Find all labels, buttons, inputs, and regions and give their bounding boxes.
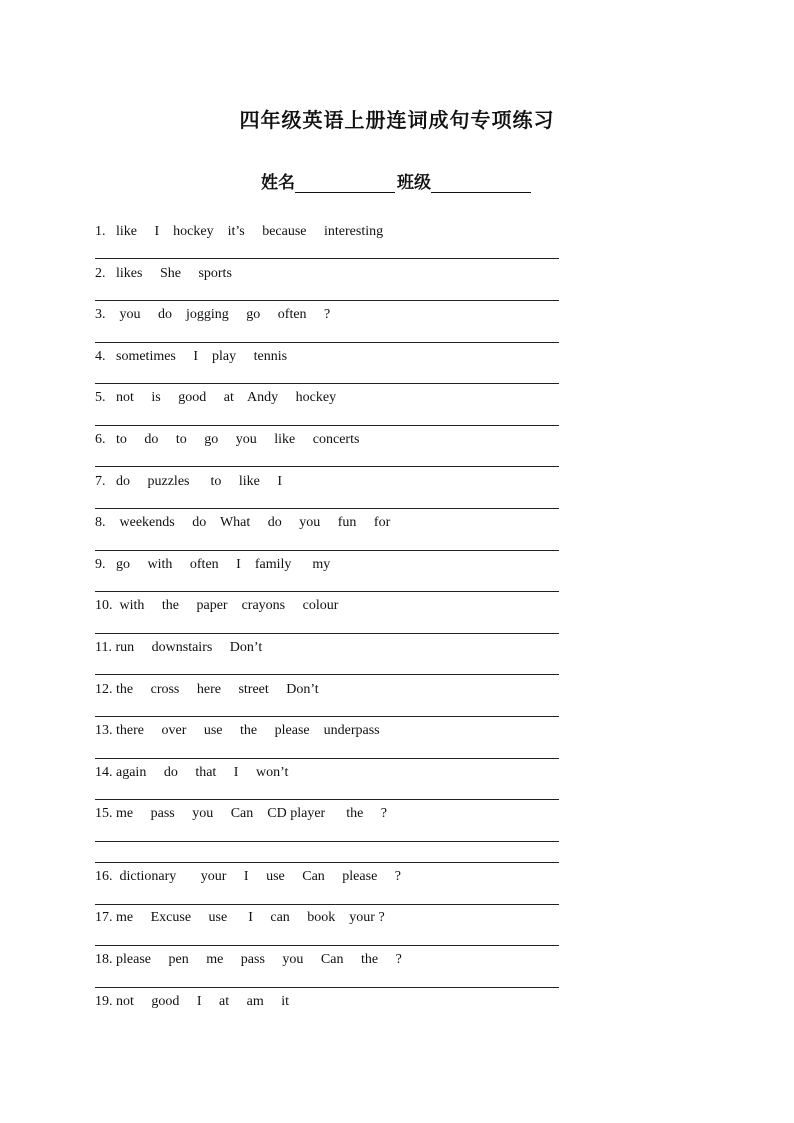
answer-line-14[interactable]	[95, 799, 559, 800]
exercise-item-11: 11. run downstairs Don’t	[95, 640, 263, 655]
exercise-item-6: 6. to do to go you like concerts	[95, 432, 360, 447]
answer-line-2[interactable]	[95, 300, 559, 301]
answer-line-11[interactable]	[95, 674, 559, 675]
exercise-item-19: 19. not good I at am it	[95, 994, 290, 1009]
answer-line-17[interactable]	[95, 945, 559, 946]
answer-line-9[interactable]	[95, 591, 559, 592]
exercise-item-15: 15. me pass you Can CD player the ?	[95, 806, 388, 821]
exercise-item-7: 7. do puzzles to like I	[95, 474, 283, 489]
answer-line-7[interactable]	[95, 508, 559, 509]
answer-line-1[interactable]	[95, 258, 559, 259]
worksheet-title: 四年级英语上册连词成句专项练习	[239, 108, 555, 132]
name-label: 姓名	[261, 173, 295, 193]
answer-line-13[interactable]	[95, 758, 559, 759]
exercise-item-17: 17. me Excuse use I can book your ?	[95, 910, 385, 925]
answer-line-4[interactable]	[95, 383, 559, 384]
exercise-item-14: 14. again do that I won’t	[95, 765, 289, 780]
answer-line-8[interactable]	[95, 550, 559, 551]
exercise-item-13: 13. there over use the please underpass	[95, 723, 380, 738]
exercise-item-4: 4. sometimes I play tennis	[95, 349, 288, 364]
exercise-item-18: 18. please pen me pass you Can the ?	[95, 952, 402, 967]
answer-line-18[interactable]	[95, 987, 559, 988]
answer-line-6[interactable]	[95, 466, 559, 467]
exercise-item-9: 9. go with often I family my	[95, 557, 331, 572]
exercise-item-12: 12. the cross here street Don’t	[95, 682, 319, 697]
answer-line-5[interactable]	[95, 425, 559, 426]
exercise-item-8: 8. weekends do What do you fun for	[95, 515, 391, 530]
answer-line-15b[interactable]	[95, 862, 559, 863]
exercise-item-10: 10. with the paper crayons colour	[95, 598, 339, 613]
exercise-item-16: 16. dictionary your I use Can please ?	[95, 869, 401, 884]
exercise-item-2: 2. likes She sports	[95, 266, 232, 281]
answer-line-12[interactable]	[95, 716, 559, 717]
answer-line-15a[interactable]	[95, 841, 559, 842]
exercise-item-3: 3. you do jogging go often ?	[95, 307, 331, 322]
answer-line-16[interactable]	[95, 904, 559, 905]
class-label: 班级	[397, 173, 431, 193]
answer-line-10[interactable]	[95, 633, 559, 634]
answer-line-3[interactable]	[95, 342, 559, 343]
exercise-item-1: 1. like I hockey it’s because interesting	[95, 224, 384, 239]
exercise-item-5: 5. not is good at Andy hockey	[95, 390, 337, 405]
